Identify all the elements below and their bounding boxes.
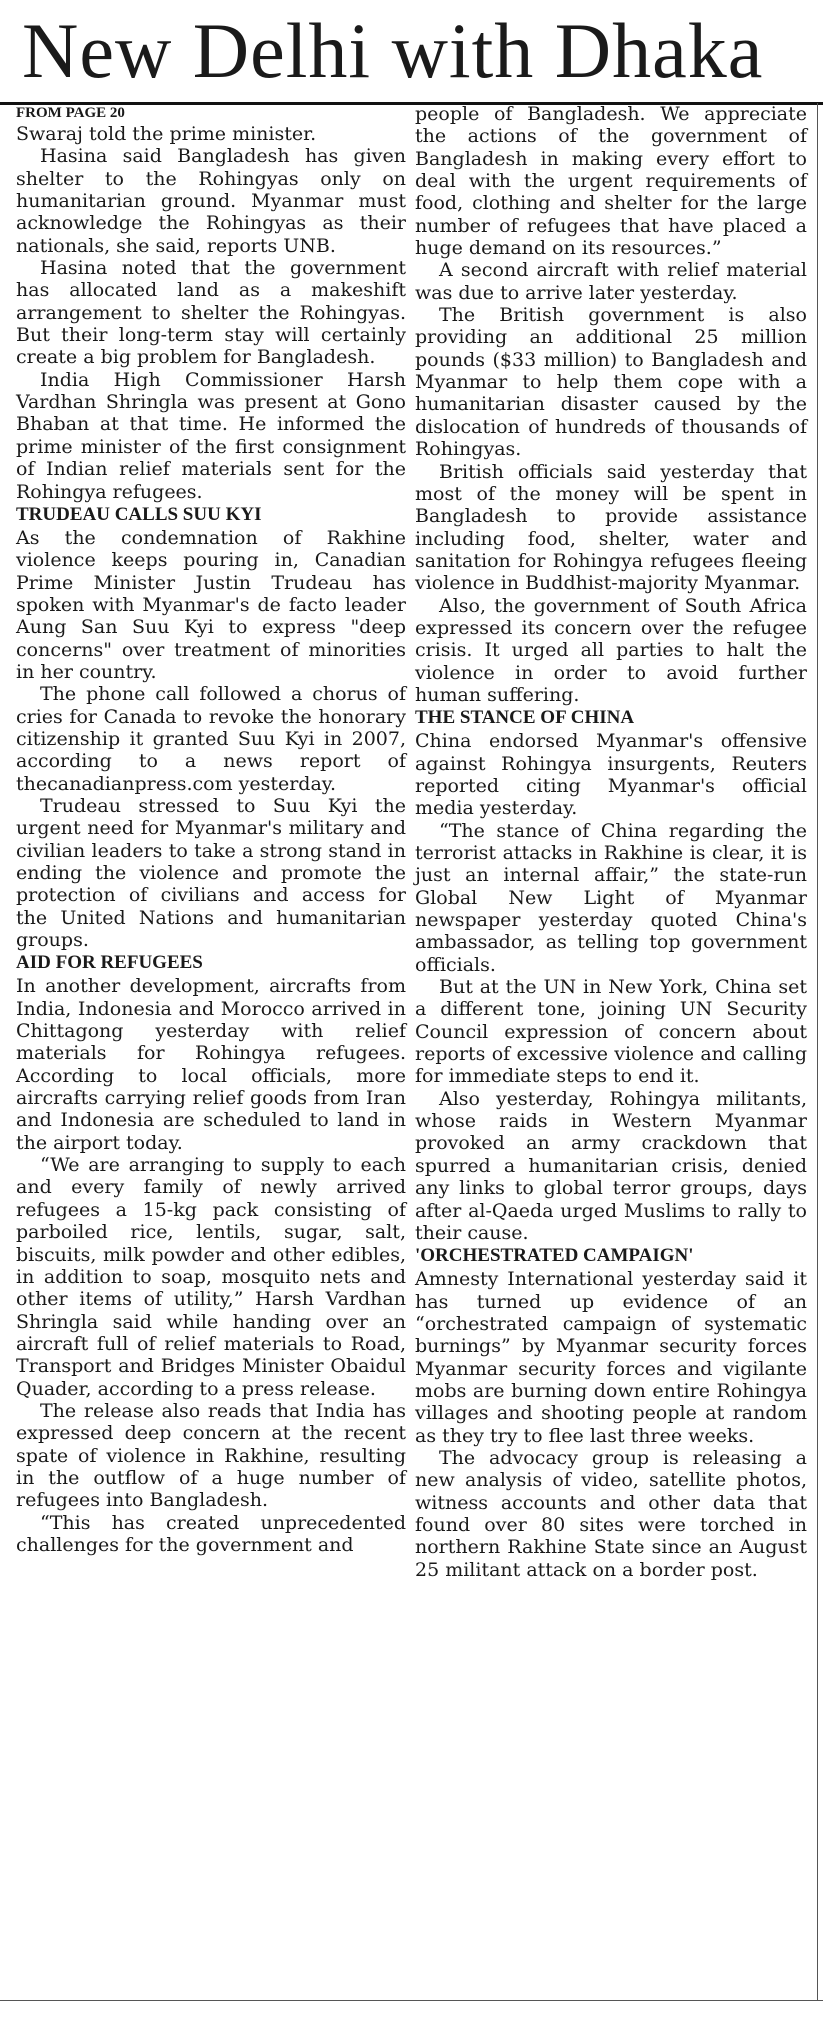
dateline: FROM PAGE 20: [16, 105, 125, 121]
paragraph: In another development, aircrafts from India, Indonesia and Morocco arrived in Chittagong yesterday with relief materials for Rohingya refugees. According to local officials, more aircrafts carrying relief goods from Iran and Indonesia are scheduled to land in the airport today.: [16, 975, 406, 1154]
paragraph: The advocacy group is releasing a new analysis of video, satellite photos, witness accounts and other data that found over 80 sites were torched in northern Rakhine State since an August 25 militant attack on a border post.: [415, 1446, 807, 1581]
article-column-right: [415, 103, 807, 1993]
paragraph: The release also reads that India has expressed deep concern at the recent spate of violence in Rakhine, resulting in the outflow of a huge number of refugees into Bangladesh.: [16, 1399, 406, 1512]
left-column-body: [16, 123, 406, 1556]
paragraph: “This has created unprecedented challenges for the government and: [16, 1511, 406, 1556]
paragraph: “The stance of China regarding the terrorist attacks in Rakhine is clear, it is just an internal affair,” the state-run Global New Light of Myanmar newspaper yesterday quoted China's ambassador, as telling top government officials.: [415, 819, 807, 976]
paragraph: The phone call followed a chorus of cries for Canada to revoke the honorary citizenship it granted Suu Kyi in 2007, according to a news report of thecanadianpress.com yesterday.: [16, 683, 406, 795]
right-border-rule: [817, 103, 818, 2000]
paragraph: Amnesty International yesterday said it has turned up evidence of an “orchestrated campaign of systematic burnings” by Myanmar security forces Myanmar security forces and vigilante mobs are burning down entire Rohingya villages and shooting people at random as they try to flee last three weeks.: [415, 1268, 807, 1447]
paragraph: China endorsed Myanmar's offensive against Rohingya insurgents, Reuters reported citing Myanmar's official media yesterday.: [415, 730, 807, 820]
paragraph: The British government is also providing an additional 25 million pounds ($33 million) to Bangladesh and Myanmar to help them cope with a humanitarian disaster caused by the dislocation of hundreds of thousands of Rohingyas.: [415, 304, 807, 461]
section-heading: AID FOR REFUGEES: [16, 952, 203, 974]
paragraph: But at the UN in New York, China set a different tone, joining UN Security Council expression of concern about reports of excessive violence and calling for immediate steps to end it.: [415, 976, 807, 1088]
paragraph: Trudeau stressed to Suu Kyi the urgent need for Myanmar's military and civilian leaders to take a strong stand in ending the violence and promote the protection of civilians and access for the United Nations and humanitarian groups.: [16, 794, 406, 952]
headline: New Delhi with Dhaka: [22, 7, 764, 94]
section-heading: TRUDEAU CALLS SUU KYI: [16, 503, 262, 525]
paragraph: Hasina noted that the government has allocated land as a makeshift arrangement to shelter the Rohingyas. But their long-term stay will certainly create a big problem for Bangladesh.: [16, 257, 406, 369]
paragraph: Also, the government of South Africa expressed its concern over the refugee crisis. It urged all parties to halt the violence in order to avoid further human suffering.: [415, 594, 807, 706]
right-column-body: [415, 103, 807, 1581]
paragraph: British officials said yesterday that most of the money will be spent in Bangladesh to provide assistance including food, shelter, water and sanitation for Rohingya refugees fleeing violence in Buddhist-majority Myanmar.: [415, 460, 807, 595]
paragraph: Swaraj told the prime minister.: [16, 123, 317, 145]
paragraph: “We are arranging to supply to each and every family of newly arrived refugees a 15-kg pack consisting of parboiled rice, lentils, sugar, salt, biscuits, milk powder and other edibles, in addition to soap, mosquito nets and other items of utility,” Harsh Vardhan Shringla said while handing over an aircraft full of relief materials to Road, Transport and Bridges Minister Obaidul Quader, according to a press release.: [16, 1154, 406, 1400]
paragraph: India High Commissioner Harsh Vardhan Shringla was present at Gono Bhaban at that time. He informed the prime minister of the first consignment of Indian relief materials sent for the Rohingya refugees.: [16, 368, 406, 503]
paragraph: A second aircraft with relief material was due to arrive later yesterday.: [415, 259, 807, 304]
bottom-border-rule: [0, 2000, 823, 2001]
article-column-left: [16, 103, 406, 1993]
paragraph: people of Bangladesh. We appreciate the actions of the government of Bangladesh in making every effort to deal with the urgent requirements of food, clothing and shelter for the large number of refugees that have placed a huge demand on its resources.”: [415, 103, 807, 260]
headline-banner: [0, 2, 823, 105]
paragraph: Hasina said Bangladesh has given shelter to the Rohingyas only on humanitarian ground. Myanmar must acknowledge the Rohingyas as their nationals, she said, reports UNB.: [16, 145, 406, 257]
section-heading: 'ORCHESTRATED CAMPAIGN': [415, 1245, 694, 1267]
paragraph: As the condemnation of Rakhine violence keeps pouring in, Canadian Prime Minister Justin Trudeau has spoken with Myanmar's de facto leader Aung San Suu Kyi to express "deep concerns" over treatment of minorities in her country.: [16, 526, 406, 683]
section-heading: THE STANCE OF CHINA: [415, 707, 635, 729]
paragraph: Also yesterday, Rohingya militants, whose raids in Western Myanmar provoked an army crackdown that spurred a humanitarian crisis, denied any links to global terror groups, days after al-Qaeda urged Muslims to rally to their cause.: [415, 1087, 807, 1244]
